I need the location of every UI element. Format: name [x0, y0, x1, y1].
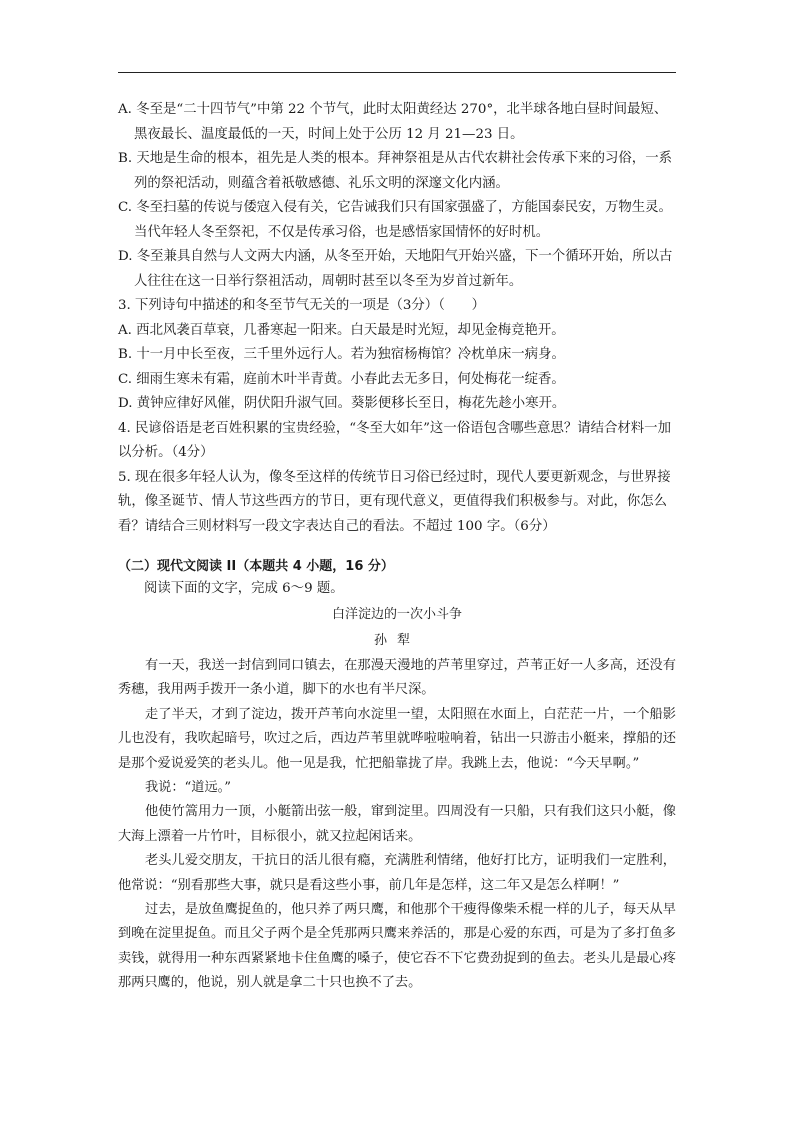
- section-heading: （二）现代文阅读 II（本题共 4 小题，16 分）: [118, 559, 394, 574]
- story-paragraph: 走了半天，才到了淀边，拨开芦苇向水淀里一望，太阳照在水面上，白茫茫一片，一个船影儿也没有，我吹起暗号，吹过之后，西边芦苇里就哗啦啦响着，钻出一只游击小艇来，撑船的还是那个爱说爱笑的老头儿。他一见是我，忙把船靠拢了岸。我跳上去，他说：“今天早啊。”: [118, 706, 676, 771]
- story-paragraph: 老头儿爱交朋友，干抗日的活儿很有瘾，充满胜利情绪，他好打比方，证明我们一定胜利，他常说：“别看那些大事，就只是看这些小事，前几年是怎样，这二年又是怎么样啊！”: [118, 853, 676, 893]
- q2-option-c: C. 冬至扫墓的传说与倭寇入侵有关，它告诫我们只有国家强盛了，方能国泰民安，万物生灵。当代年轻人冬至祭祀，不仅是传承习俗，也是感悟家国情怀的好时机。: [118, 200, 672, 240]
- story-paragraph: 过去，是放鱼鹰捉鱼的，他只养了两只鹰，和他那个干瘦得像柴禾棍一样的儿子，每天从早到晚在淀里捉鱼。而且父子两个是全凭那两只鹰来养活的，那是心爱的东西，可是为了多打鱼多卖钱，就得用一种东西紧紧地卡住鱼鹰的嗓子，使它吞不下它费劲捉到的鱼去。老头儿是最心疼那两只鹰的，他说，别人就是拿二十只也换不了去。: [118, 902, 676, 991]
- header-rule: [118, 72, 676, 73]
- story-title: 白洋淀边的一次小斗争: [331, 607, 462, 622]
- q2-option-a: A. 冬至是“二十四节气”中第 22 个节气，此时太阳黄经达 270°，北半球各地白昼时间最短、黑夜最长、温度最低的一天，时间上处于公历 12 月 21—23 日。: [118, 102, 668, 142]
- question-block: [118, 98, 676, 539]
- q2-option-b: B. 天地是生命的根本，祖先是人类的根本。拜神祭祖是从古代农耕社会传承下来的习俗，一系列的祭祀活动，则蕴含着祇敬感德、礼乐文明的深邃文化内涵。: [118, 151, 672, 191]
- q5: 5. 现在很多年轻人认为，像冬至这样的传统节日习俗已经过时，现代人要更新观念，与世界接轨，像圣诞节、情人节这些西方的节日，更有现代意义，更值得我们积极参与。对此，你怎么看？请结合三则材料写一段文字表达自己的看法。不超过 100 字。（6分）: [118, 469, 671, 534]
- q2-option-d: D. 冬至兼具自然与人文两大内涵，从冬至开始，天地阳气开始兴盛，下一个循环开始，所以古人往往在这一日举行祭祖活动，周朝时甚至以冬至为岁首过新年。: [118, 249, 673, 289]
- reading-section: [118, 556, 676, 996]
- q3-option-c: C. 细雨生寒未有霜，庭前木叶半青黄。小春此去无多日，何处梅花一绽香。: [118, 371, 565, 387]
- story-paragraph: 他使竹篙用力一顶，小艇箭出弦一般，窜到淀里。四周没有一只船，只有我们这只小艇，像大海上漂着一片竹叶，目标很小，就又拉起闲话来。: [118, 804, 676, 844]
- section-instruction: 阅读下面的文字，完成 6～9 题。: [144, 581, 344, 596]
- q4: 4. 民谚俗语是老百姓积累的宝贵经验，“冬至大如年”这一俗语包含哪些意思？请结合材料一加以分析。（4分）: [118, 420, 671, 460]
- q3-option-b: B. 十一月中长至夜，三千里外远行人。若为独宿杨梅馆？冷枕单床一病身。: [118, 347, 565, 362]
- q3-stem: 3. 下列诗句中描述的和冬至节气无关的一项是（3分）（ ）: [118, 298, 486, 313]
- story-body: [118, 654, 676, 996]
- q3-option-a: A. 西北风袭百草衰，几番寒起一阳来。白天最是时光短，却见金梅竞艳开。: [118, 322, 565, 338]
- q3-option-d: D. 黄钟应律好风催，阴伏阳升淑气回。葵影便移长至日，梅花先趁小寒开。: [118, 396, 566, 411]
- story-author: 孙犁: [373, 633, 420, 648]
- story-paragraph: 我说：“道远。”: [145, 780, 232, 796]
- story-paragraph: 有一天，我送一封信到同口镇去，在那漫天漫地的芦苇里穿过，芦苇正好一人多高，还没有秀穗，我用两手拨开一条小道，脚下的水也有半尺深。: [118, 658, 676, 698]
